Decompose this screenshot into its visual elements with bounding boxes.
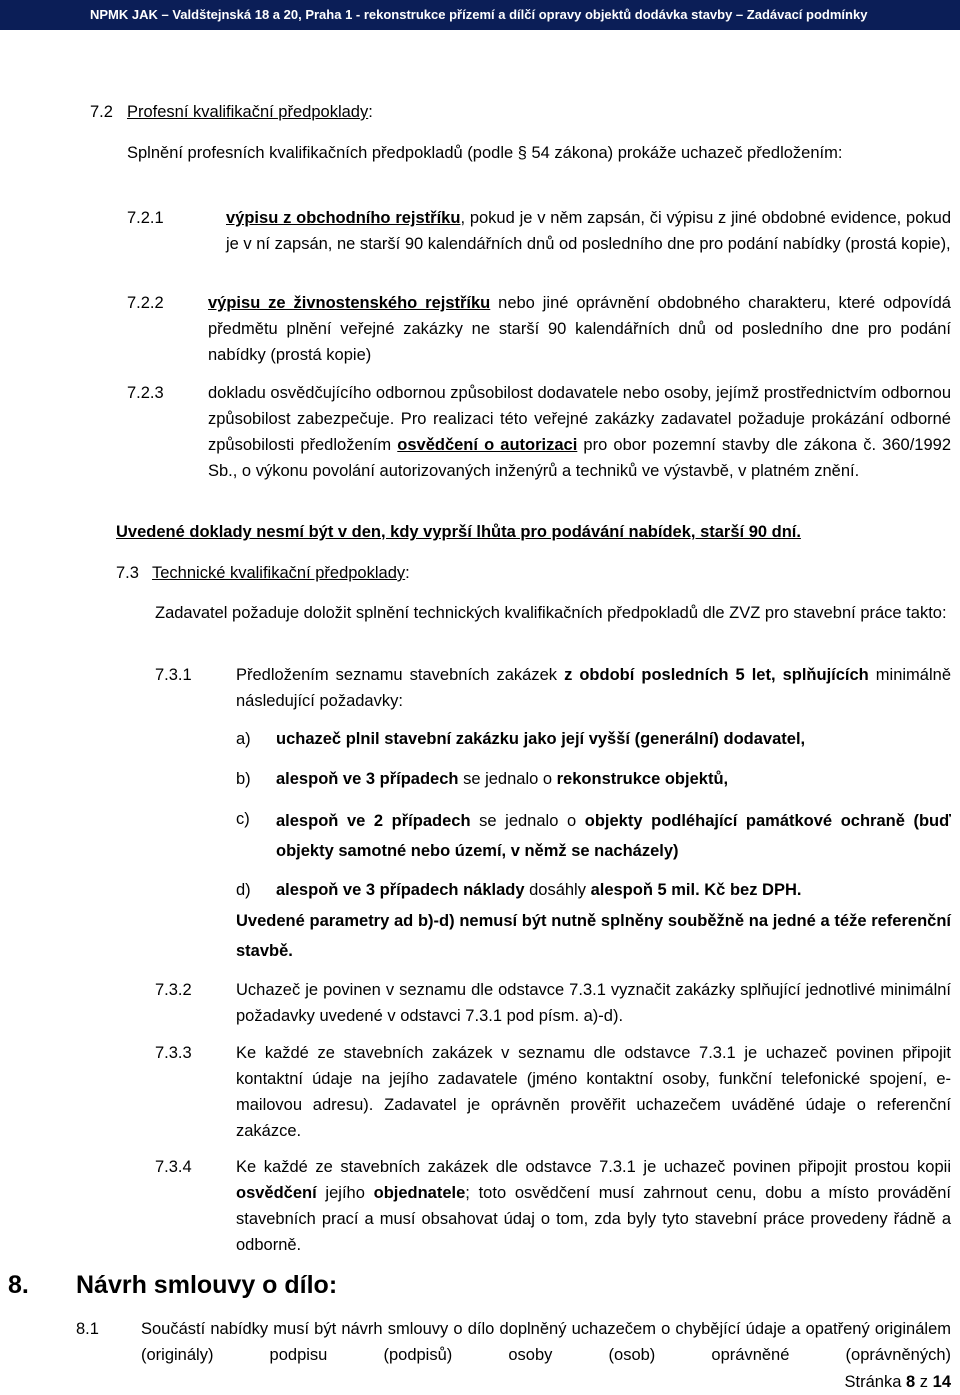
item-text: Uchazeč je povinen v seznamu dle odstavce 7.3.1 vyznačit zakázky splňující jednotlivé minimální požadavky uvedené v odstavci 7.3.1 pod písm. a)-d). bbox=[236, 981, 951, 1025]
item-bold: alespoň ve 2 případech bbox=[276, 812, 471, 830]
item-text-part: se jednalo o bbox=[470, 812, 585, 830]
footer-label: Stránka bbox=[844, 1373, 902, 1391]
item-bold: výpisu ze živnostenského rejstříku bbox=[208, 294, 491, 312]
list-item bbox=[276, 877, 951, 903]
item-number: 7.2.1 bbox=[127, 209, 164, 227]
item-number: 8.1 bbox=[76, 1320, 99, 1338]
list-item bbox=[276, 806, 951, 866]
section-title: Profesní kvalifikační předpoklady bbox=[127, 103, 369, 121]
item-bold: z období posledních 5 let, splňujících bbox=[564, 666, 869, 684]
item-text bbox=[236, 662, 951, 714]
section-intro: Zadavatel požaduje doložit splnění technických kvalifikačních předpokladů dle ZVZ pro stavební práce takto: bbox=[155, 604, 947, 622]
colon: : bbox=[405, 564, 410, 582]
section-number: 7.3 bbox=[116, 564, 139, 582]
item-text-part: se jednalo o bbox=[458, 770, 557, 788]
item-text-part: dokladu osvědčujícího odbornou způsobilost dodavatele nebo osoby, jejímž prostřednictvím odbornou způsobilost zabezpečuje. Pro realizaci této veřejné zakázky zadavatel požaduje prokázání odborné způsobilosti předložením bbox=[208, 384, 951, 454]
list-label: c) bbox=[236, 810, 250, 828]
item-text-part: jejího bbox=[316, 1184, 374, 1202]
item-number: 7.3.2 bbox=[155, 981, 192, 999]
item-text-part: Ke každé ze stavebních zakázek dle odstavce 7.3.1 je uchazeč povinen připojit prostou kopii bbox=[236, 1158, 951, 1176]
list-item bbox=[276, 766, 951, 792]
section-note: Uvedené doklady nesmí být v den, kdy vyprší lhůta pro podávání nabídek, starší 90 dní. bbox=[116, 523, 801, 541]
colon: : bbox=[368, 103, 373, 121]
section-intro: Splnění profesních kvalifikačních předpokladů (podle § 54 zákona) prokáže uchazeč předložením: bbox=[127, 144, 843, 162]
footer-total: 14 bbox=[932, 1373, 951, 1391]
item-rest: , pokud je v něm zapsán, či výpisu z jiné obdobné evidence, pokud je v ní zapsán, ne starší 90 kalendářních dnů od posledního dne pro podání nabídky (prostá kopie), bbox=[226, 209, 951, 253]
item-number: 7.2.3 bbox=[127, 384, 164, 402]
item-text: Součástí nabídky musí být návrh smlouvy o dílo doplněný uchazečem o chybějící údaje a opatřený originálem (originály) podpisu (podpisů) osoby (osob) oprávněné (oprávněných) bbox=[141, 1320, 951, 1364]
item-bold: výpisu z obchodního rejstříku bbox=[226, 209, 461, 227]
item-number: 7.3.3 bbox=[155, 1044, 192, 1062]
item-bold: rekonstrukce objektů, bbox=[556, 770, 729, 788]
list-note: Uvedené parametry ad b)-d) nemusí být nutně splněny souběžně na jedné a téže referenční stavbě. bbox=[236, 912, 951, 960]
item-text-part: Předložením seznamu stavebních zakázek bbox=[236, 666, 565, 684]
footer-sep: z bbox=[919, 1373, 929, 1391]
item-bold: alespoň ve 3 případech náklady bbox=[276, 881, 525, 899]
section-title: Technické kvalifikační předpoklady bbox=[152, 564, 406, 582]
item-number: 7.3.1 bbox=[155, 666, 192, 684]
section-number: 7.2 bbox=[90, 103, 113, 121]
item-text-part: pro obor pozemní stavby dle zákona č. 360/1992 Sb., o výkonu povolání autorizovaných inženýrů a techniků ve výstavbě, v platném znění. bbox=[208, 436, 951, 480]
item-bold: osvědčení o autorizaci bbox=[397, 436, 578, 454]
item-text-part: ; toto osvědčení musí zahrnout cenu, dobu a místo provádění stavebních prací a musí obsahovat údaj o tom, zda byly tyto stavební práce provedeny řádně a odborně. bbox=[236, 1184, 951, 1254]
item-bold: osvědčení bbox=[236, 1184, 317, 1202]
list-label: a) bbox=[236, 730, 251, 748]
list-item: uchazeč plnil stavební zakázku jako její vyšší (generální) dodavatel, bbox=[276, 730, 806, 748]
chapter-title: Návrh smlouvy o dílo: bbox=[76, 1271, 338, 1299]
item-number: 7.2.2 bbox=[127, 294, 164, 312]
item-number: 7.3.4 bbox=[155, 1158, 192, 1176]
item-rest: nebo jiné oprávnění obdobného charakteru, které odpovídá předmětu plnění veřejné zakázky ne starší 90 kalendářních dnů od posledního dne pro podání nabídky (prostá kopie) bbox=[208, 294, 951, 364]
list-label: d) bbox=[236, 881, 251, 899]
item-bold: objekty podléhající památkové ochraně (buď objekty samotné nebo území, v němž se nacházely) bbox=[276, 812, 951, 860]
item-bold: objednatele bbox=[373, 1184, 466, 1202]
item-text: Ke každé ze stavebních zakázek v seznamu dle odstavce 7.3.1 je uchazeč povinen připojit kontaktní údaje na jejího zadavatele (jméno kontaktní osoby, funkční telefonické spojení, e-mailovou adresu). Zadavatel je oprávněn prověřit uchazečem uváděné údaje o referenční zakázce. bbox=[236, 1044, 951, 1140]
footer-page: 8 bbox=[906, 1373, 916, 1391]
item-text bbox=[226, 205, 951, 257]
item-text bbox=[208, 380, 951, 484]
item-text-part: dosáhly bbox=[524, 881, 591, 899]
section-heading bbox=[127, 99, 373, 125]
page-header: NPMK JAK – Valdštejnská 18 a 20, Praha 1 - rekonstrukce přízemí a dílčí opravy objektů dodávka stavby – Zadávací podmínky bbox=[0, 0, 960, 30]
list-label: b) bbox=[236, 770, 251, 788]
item-text bbox=[236, 1154, 951, 1258]
item-text bbox=[208, 290, 951, 368]
item-bold: alespoň ve 3 případech bbox=[276, 770, 459, 788]
item-bold: alespoň 5 mil. Kč bez DPH. bbox=[590, 881, 802, 899]
page-footer bbox=[845, 1370, 951, 1394]
section-heading bbox=[152, 560, 410, 586]
item-text-part: minimálně následující požadavky: bbox=[236, 666, 951, 710]
chapter-number: 8. bbox=[8, 1271, 29, 1299]
